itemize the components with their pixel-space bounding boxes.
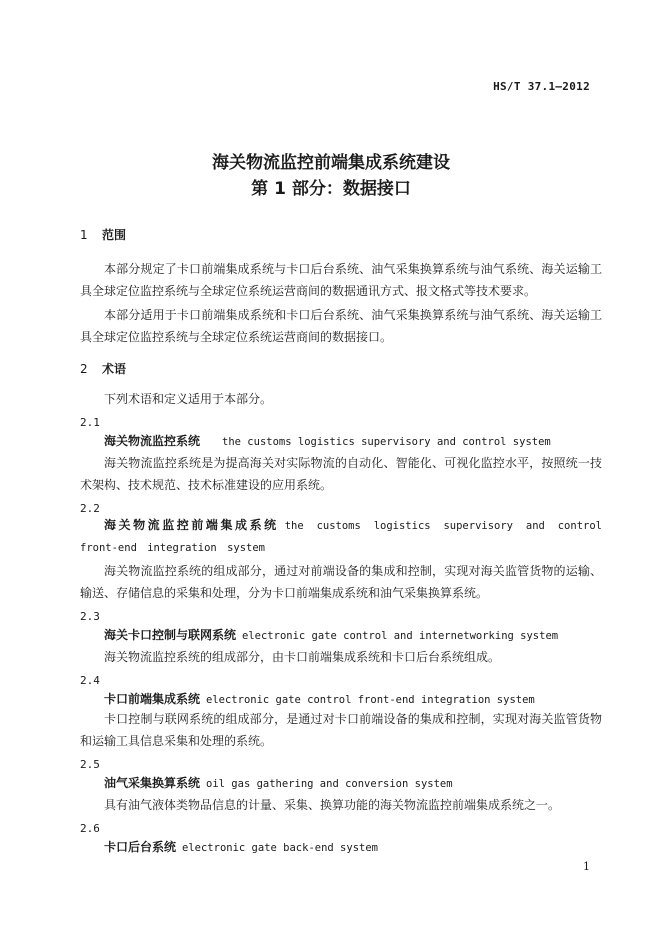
term-2-4-cn: 卡口前端集成系统: [104, 692, 201, 706]
section-2-title: 术语: [102, 362, 127, 376]
document-title-line2: 第 1 部分：数据接口: [251, 179, 411, 199]
term-2-2-cn: 海关物流监控前端集成系统: [104, 518, 279, 532]
term-2-5-en: oil gas gathering and conversion system: [206, 778, 453, 790]
term-2-4-title: [104, 690, 535, 707]
term-2-1-definition: 海关物流监控系统是为提高海关对实际物流的自动化、智能化、可视化监控水平，按照统一技术架构、技术规范、技术标准建设的应用系统。: [80, 456, 602, 492]
section-2-number: 2: [80, 362, 88, 376]
section-1-title: 范围: [102, 228, 127, 242]
term-2-2-definition: 海关物流监控系统的组成部分，通过对前端设备的集成和控制，实现对海关监管货物的运输、输送、存储信息的采集和处理，分为卡口前端集成系统和油气采集换算系统。: [80, 564, 602, 600]
term-2-3-en: electronic gate control and internetworking system: [242, 630, 559, 642]
term-2-6-en: electronic gate back-end system: [182, 842, 378, 854]
term-2-2-en: the customs logistics supervisory and control front-end integration system: [80, 520, 602, 554]
section-1-heading: [80, 226, 126, 243]
term-2-6-title: [104, 838, 378, 855]
term-2-6-cn: 卡口后台系统: [104, 840, 177, 854]
standard-number: HS/T 37.1—2012: [493, 80, 590, 93]
term-2-3-cn: 海关卡口控制与联网系统: [104, 628, 237, 642]
section-1-number: 1: [80, 228, 88, 242]
term-2-6-number: 2.6: [80, 822, 100, 835]
term-2-2-number: 2.2: [80, 502, 100, 515]
section-2-intro: 下列术语和定义适用于本部分。: [104, 392, 273, 406]
term-2-3-number: 2.3: [80, 610, 100, 623]
term-2-5-cn: 油气采集换算系统: [104, 776, 201, 790]
page-number: 1: [583, 860, 590, 873]
section-1-paragraph-1: 本部分规定了卡口前端集成系统与卡口后台系统、油气采集换算系统与油气系统、海关运输工具全球定位监控系统与全球定位系统运营商间的数据通讯方式、报文格式等技术要求。: [80, 262, 602, 298]
term-2-1-number: 2.1: [80, 416, 100, 429]
term-2-5-title: [104, 774, 453, 791]
term-2-5-number: 2.5: [80, 758, 100, 771]
term-2-3-definition: 海关物流监控系统的组成部分，由卡口前端集成系统和卡口后台系统组成。: [104, 650, 501, 664]
term-2-4-number: 2.4: [80, 674, 100, 687]
term-2-4-definition: 卡口控制与联网系统的组成部分，是通过对卡口前端设备的集成和控制，实现对海关监管货物和运输工具信息采集和处理的系统。: [80, 712, 602, 748]
term-2-1-cn: 海关物流监控系统: [104, 434, 201, 448]
term-2-1-title: [104, 432, 551, 449]
term-2-2-title: [80, 514, 602, 559]
term-2-4-en: electronic gate control front-end integration system: [206, 694, 535, 706]
document-title-line1: 海关物流监控前端集成系统建设: [212, 153, 450, 173]
term-2-1-en: the customs logistics supervisory and control system: [222, 436, 551, 448]
term-2-3-title: [104, 626, 558, 643]
section-2-heading: [80, 360, 126, 377]
section-1-paragraph-2: 本部分适用于卡口前端集成系统和卡口后台系统、油气采集换算系统与油气系统、海关运输工具全球定位监控系统与全球定位系统运营商间的数据接口。: [80, 308, 602, 344]
term-2-5-definition: 具有油气液体类物品信息的计量、采集、换算功能的海关物流监控前端集成系统之一。: [104, 798, 561, 812]
